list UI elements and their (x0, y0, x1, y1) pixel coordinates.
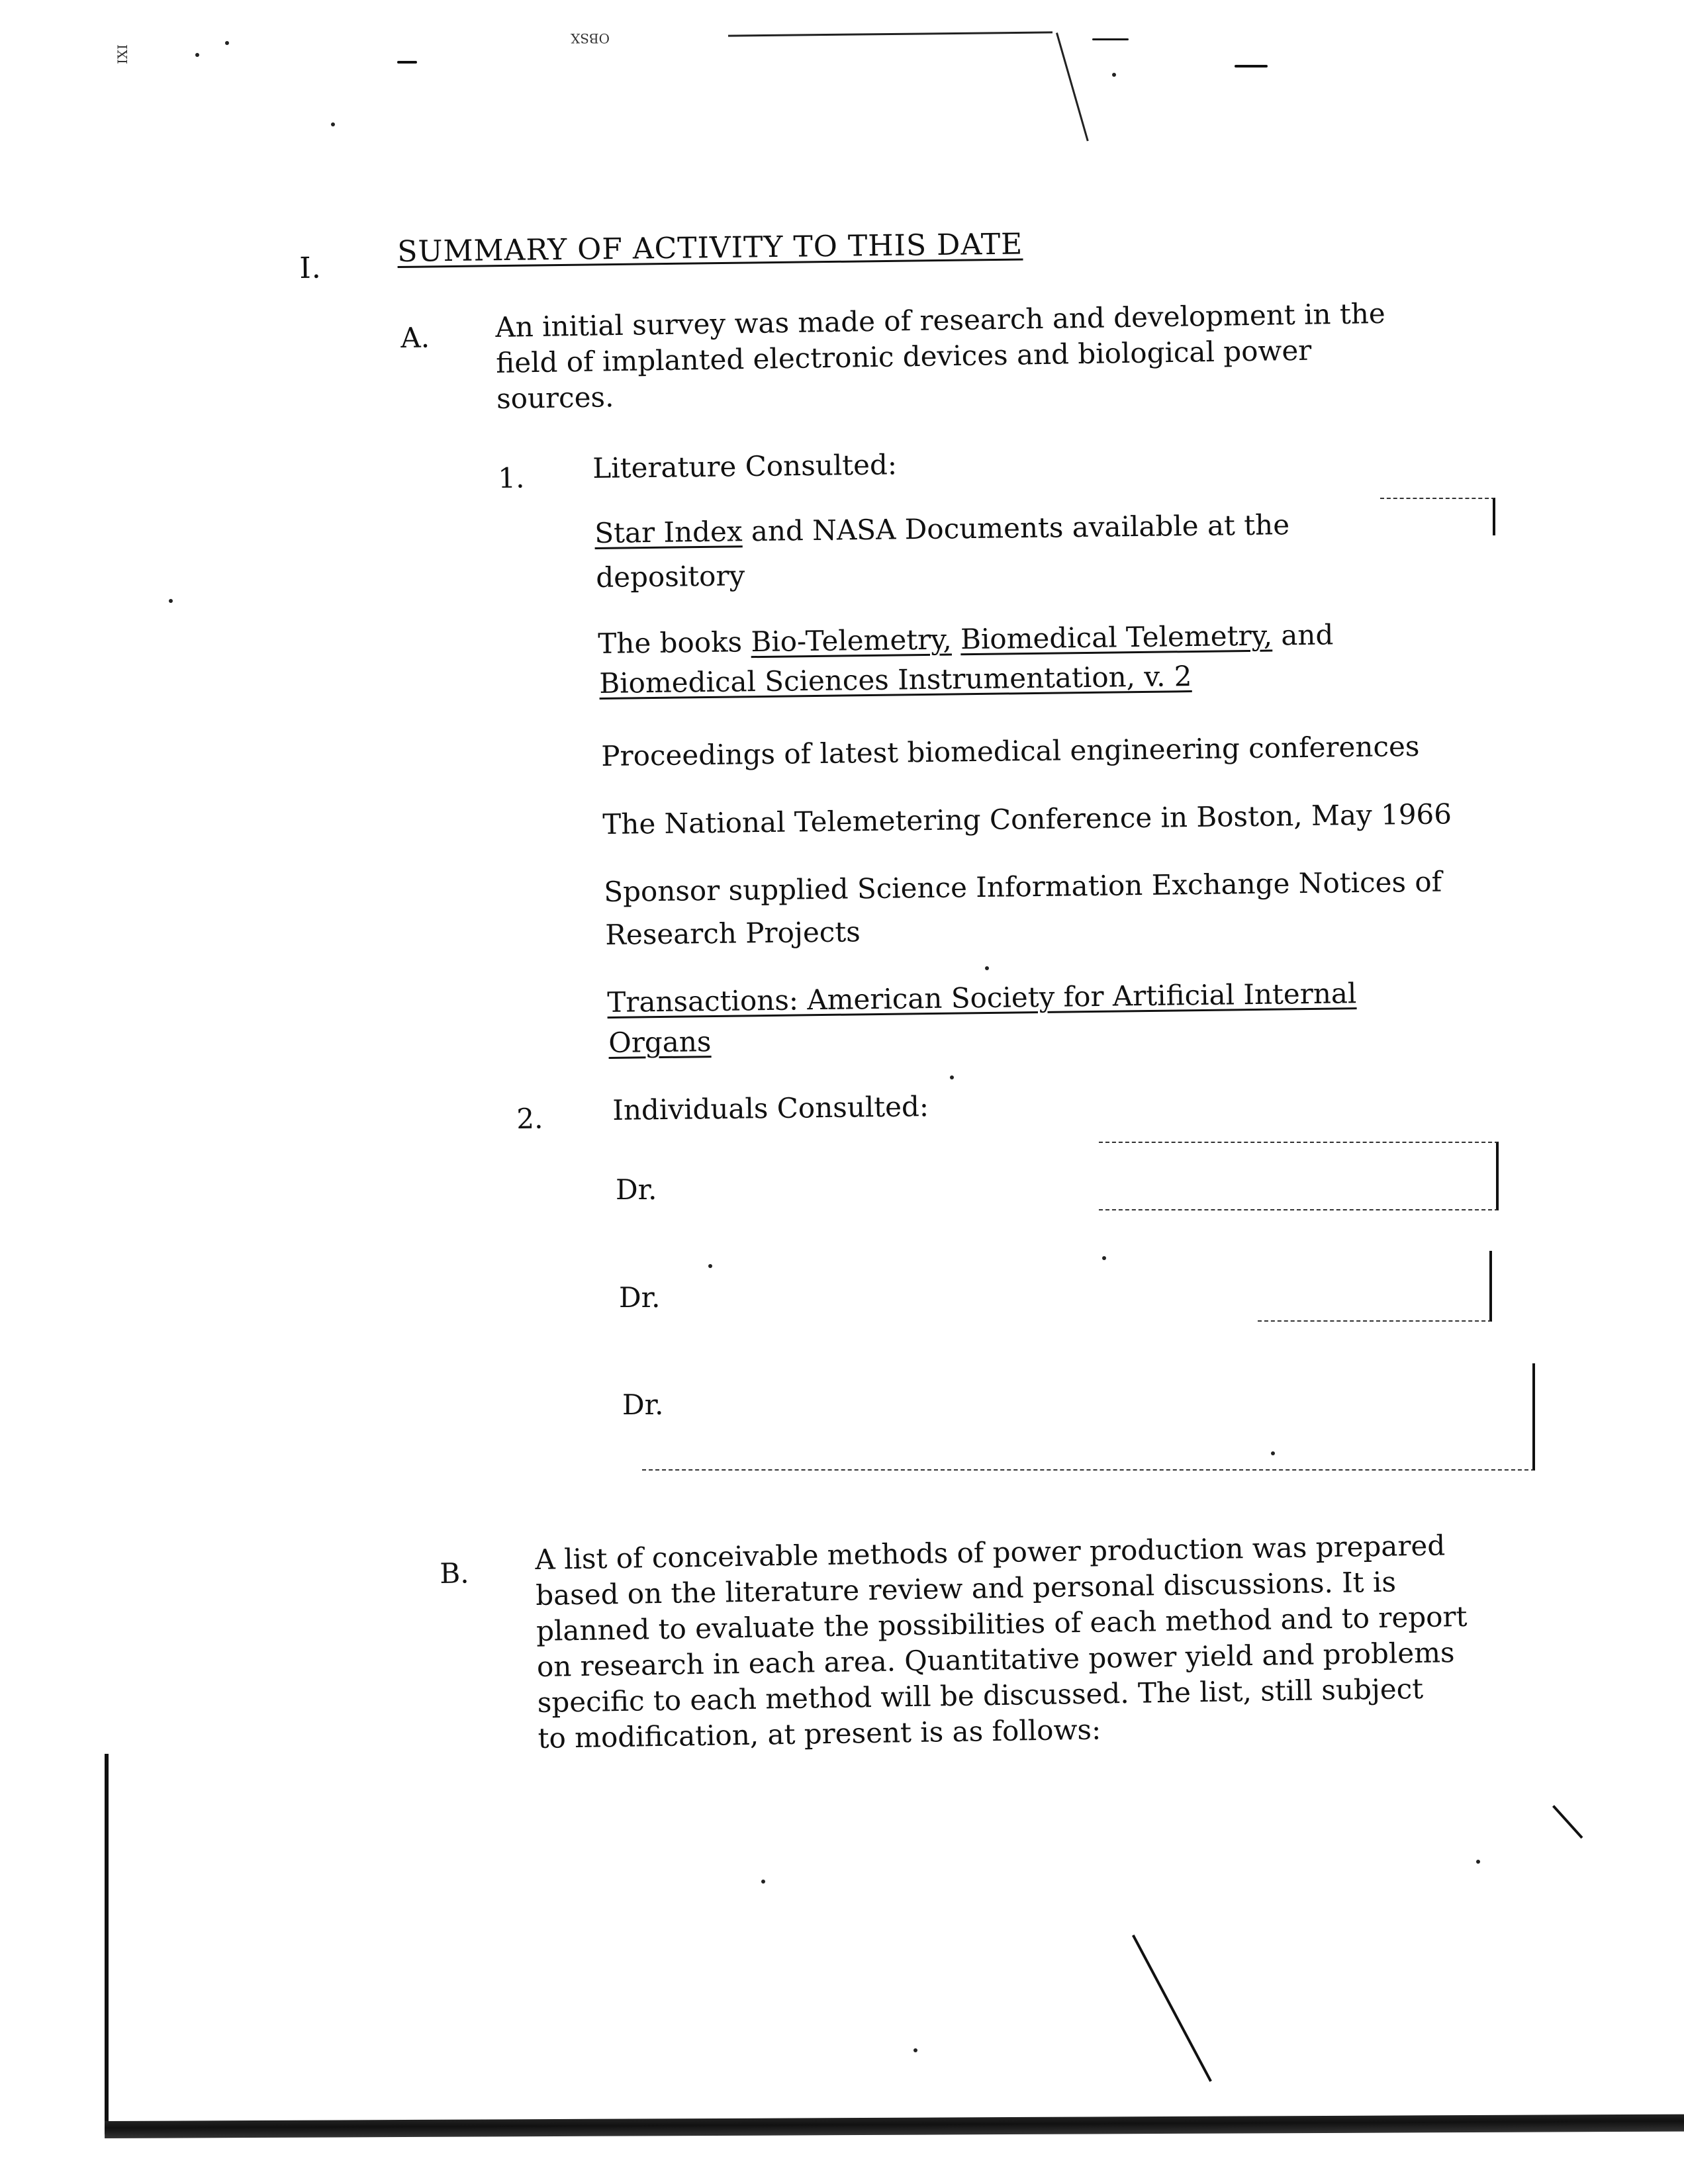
star-index-title: Star Index (594, 515, 743, 549)
book-biomedical-telemetry: Biomedical Telemetry, (960, 619, 1273, 656)
individuals-number: 2. (516, 1102, 543, 1135)
item-b-line: on research in each area. Quantitative power yield and problems (536, 1636, 1455, 1683)
literature-entry-transactions-line2: Organs (608, 1025, 712, 1059)
stamp-mark-center: OBSX (571, 30, 610, 46)
scan-speck (950, 1075, 954, 1079)
scan-dash (397, 61, 417, 64)
item-b-line: to modification, at present is as follows: (538, 1713, 1101, 1754)
section-number: I. (299, 251, 322, 285)
item-a-line: field of implanted electronic devices and biological power (495, 334, 1312, 379)
individual-dr-3: Dr. (622, 1388, 664, 1421)
individual-dr-2: Dr. (619, 1281, 661, 1314)
literature-entry-depository: depository (596, 559, 745, 594)
scan-stroke (1132, 1934, 1212, 2082)
scan-dash (1092, 38, 1129, 40)
item-b-paragraph (535, 1527, 1469, 1756)
redaction-bracket (1380, 498, 1495, 535)
book-biomedical-sciences: Biomedical Sciences Instrumentation, v. 2 (599, 660, 1192, 700)
scan-speck (331, 122, 335, 126)
scan-speck (1271, 1451, 1275, 1455)
scan-speck (985, 966, 989, 970)
scan-border-left (105, 1754, 109, 2134)
scan-dash (1235, 65, 1268, 68)
individuals-heading: Individuals Consulted: (612, 1090, 929, 1126)
item-b-line: A list of conceivable methods of power production was prepared (535, 1529, 1446, 1576)
literature-heading: Literature Consulted: (592, 448, 898, 484)
scan-speck (1476, 1860, 1480, 1864)
item-b-line: based on the literature review and personal discussions. It is (535, 1565, 1397, 1612)
redaction-box-top-edge (728, 31, 1052, 36)
item-b-line: specific to each method will be discussed. The list, still subject (537, 1672, 1424, 1719)
literature-entry-books (598, 616, 1334, 662)
redaction-bracket (1258, 1251, 1492, 1322)
individual-dr-1: Dr. (616, 1173, 657, 1206)
scan-stroke (1552, 1805, 1583, 1839)
literature-entry-sponsor-line2: Research Projects (605, 915, 861, 951)
literature-entry-star-index (594, 506, 1289, 552)
scan-speck (761, 1880, 765, 1884)
scan-speck (1112, 73, 1116, 77)
books-and: and (1272, 618, 1334, 652)
literature-entry-proceedings: Proceedings of latest biomedical engineering conferences (601, 729, 1420, 772)
item-b-line: planned to evaluate the possibilities of each method and to report (536, 1600, 1468, 1647)
star-index-rest: and NASA Documents available at the (742, 508, 1290, 548)
item-a-label: A. (400, 321, 430, 354)
scan-speck (1102, 1256, 1106, 1260)
item-a-line: sources. (496, 381, 614, 415)
scan-speck (913, 2048, 917, 2052)
scan-border-bottom (105, 2115, 1684, 2138)
scan-speck (195, 53, 199, 57)
item-a-paragraph (495, 296, 1387, 417)
books-prefix: The books (598, 625, 751, 660)
item-a-line: An initial survey was made of research and development in the (495, 296, 1386, 343)
redaction-bracket (1099, 1142, 1499, 1210)
literature-entry-sponsor-line1: Sponsor supplied Science Information Exchange Notices of (604, 865, 1442, 908)
literature-number: 1. (498, 461, 525, 494)
stamp-mark-left: IXI (115, 44, 131, 65)
literature-entry-telemetering-conference: The National Telemetering Conference in Boston, May 1966 (602, 797, 1452, 841)
scan-speck (169, 599, 173, 603)
redaction-bracket (642, 1363, 1535, 1471)
scan-speck (225, 41, 229, 45)
redaction-box-side-edge (1056, 32, 1089, 141)
book-bio-telemetry: Bio-Telemetry, (751, 623, 953, 659)
scan-speck (708, 1264, 712, 1268)
section-title: SUMMARY OF ACTIVITY TO THIS DATE (397, 227, 1023, 269)
literature-entry-transactions-line1: Transactions: American Society for Artificial Internal (607, 977, 1357, 1019)
item-b-label: B. (440, 1557, 469, 1590)
